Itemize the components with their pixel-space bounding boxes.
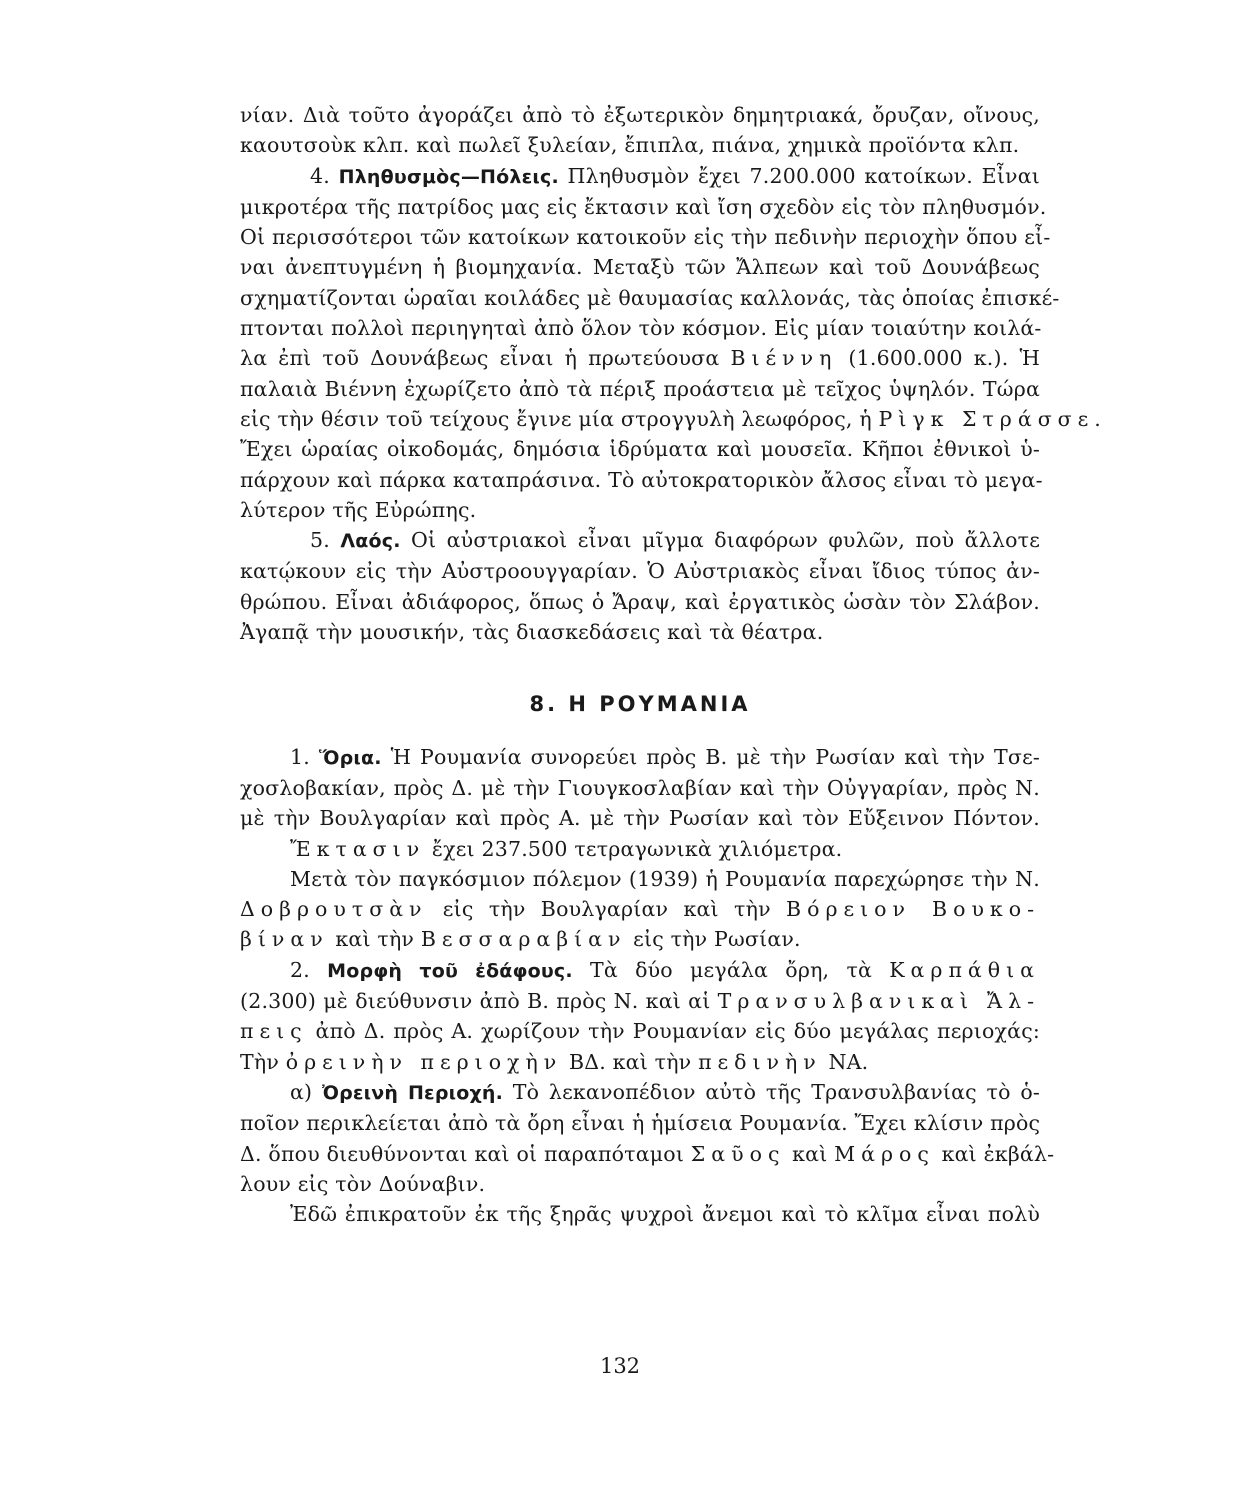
text-line: λουν εἰς τὸν Δούναβιν. — [240, 1171, 486, 1196]
text-line — [240, 986, 1040, 1016]
spaced-term: ὀρεινὴν περιοχὴν — [285, 1049, 563, 1074]
text-line — [240, 924, 1040, 954]
text-line: μὲ τὴν Βουλγαρίαν καὶ πρὸς Α. μὲ τὴν Ρωσίαν καὶ τὸν Εὔξεινον Πόντον. — [240, 806, 1040, 831]
section-heading: Ὅρια. — [318, 746, 382, 769]
subsection-2-first-line — [240, 955, 1040, 986]
text-line — [240, 1016, 1040, 1046]
section-number: 4. — [310, 163, 330, 188]
text-line — [240, 834, 1040, 864]
text-line — [240, 343, 1040, 373]
text-line: Ἐδῶ ἐπικρατοῦν ἐκ τῆς ξηρᾶς ψυχροὶ ἄνεμοι καὶ τὸ κλῖμα εἶναι πολὺ — [290, 1202, 1040, 1227]
text-run: εἰς τὴν Ρωσίαν. — [633, 927, 801, 952]
spaced-term: πεδινὴν — [698, 1049, 822, 1074]
text-line: λύτερον τῆς Εὐρώπης. — [240, 497, 477, 522]
spaced-name: Δοβρουτσὰν — [240, 897, 428, 922]
text-run: λα ἐπὶ τοῦ Δουνάβεως εἶναι ἡ πρωτεύουσα — [240, 346, 720, 371]
spaced-name: Ρὶγκ Στράσσε. — [878, 406, 1107, 431]
text-line: καουτσοὺκ κλπ. καὶ πωλεῖ ξυλείαν, ἔπιπλα, πιάνα, χημικὰ προϊόντα κλπ. — [240, 133, 1020, 158]
text-line: παλαιὰ Βιέννη ἐχωρίζετο ἀπὸ τὰ πέριξ προάστεια μὲ τεῖχος ὑψηλόν. Τώρα — [240, 376, 1040, 401]
spaced-name: βίναν — [240, 927, 329, 952]
spaced-name: Τρανσυλβανικαὶ Ἄλ- — [717, 989, 1040, 1014]
page-number: 132 — [599, 1354, 641, 1378]
section-heading: Πληθυσμὸς—Πόλεις. — [338, 165, 559, 188]
text-line: ναι ἀνεπτυγμένη ἡ βιομηχανία. Μεταξὺ τῶν Ἄλπεων καὶ τοῦ Δουνάβεως — [240, 255, 1040, 280]
text-run: Τὰ δύο μεγάλα ὄρη, τὰ — [589, 957, 873, 982]
text-run: ἀπὸ Δ. πρὸς Α. χωρίζουν τὴν Ρουμανίαν εἰς δύο μεγάλας περιοχάς: — [315, 1019, 1040, 1044]
text-run: (2.300) μὲ διεύθυνσιν ἀπὸ Β. πρὸς Ν. καὶ αἱ — [240, 989, 711, 1014]
subsection-a-first-line — [240, 1077, 1040, 1108]
spaced-name: Σαῦος — [690, 1141, 786, 1166]
text-run: καὶ — [792, 1141, 828, 1166]
text-line: μικροτέρα τῆς πατρίδος μας εἰς ἔκτασιν καὶ ἴση σχεδὸν εἰς τὸν πληθυσμόν. — [240, 194, 1047, 219]
text-line: χοσλοβακίαν, πρὸς Δ. μὲ τὴν Γιουγκοσλαβίαν καὶ τὴν Οὐγγαρίαν, πρὸς Ν. — [240, 775, 1040, 800]
text-run: ΒΔ. καὶ τὴν — [568, 1049, 692, 1074]
section-heading: Ὀρεινὴ Περιοχή. — [321, 1081, 504, 1104]
text-run: Πληθυσμὸν ἔχει 7.200.000 κατοίκων. Εἶναι — [567, 163, 1040, 188]
text-run: καὶ ἐκβάλ- — [941, 1141, 1055, 1166]
text-line: ποῖον περικλείεται ἀπὸ τὰ ὄρη εἶναι ἡ ἡμίσεια Ρουμανία. Ἔχει κλίσιν πρὸς — [240, 1111, 1041, 1136]
page-body — [240, 100, 1107, 1229]
text-line: θρώπου. Εἶναι ἀδιάφορος, ὅπως ὁ Ἄραψ, καὶ ἐργατικὸς ὡσὰν τὸν Σλάβον. — [240, 589, 1040, 614]
text-line — [240, 1139, 1055, 1169]
spaced-name: Καρπάθια — [889, 957, 1040, 982]
spaced-name: πεις — [240, 1019, 308, 1044]
section-number: 5. — [310, 528, 330, 553]
spaced-name: Βεσσαραβίαν — [420, 927, 627, 952]
text-run: εἰς τὴν θέσιν τοῦ τείχους ἔγινε μία στρογγυλὴ λεωφόρος, ἡ — [240, 406, 872, 431]
text-run: Δ. ὅπου διευθύνονται καὶ οἱ παραπόταμοι — [240, 1141, 685, 1166]
section-heading: Λαός. — [340, 530, 401, 553]
text-line: πάρχουν καὶ πάρκα καταπράσινα. Τὸ αὐτοκρατορικὸν ἄλσος εἶναι τὸ μεγα- — [240, 467, 1043, 492]
text-line: σχηματίζονται ὡραῖαι κοιλάδες μὲ θαυμασίας καλλονάς, τὰς ὁποίας ἐπισκέ- — [240, 285, 1060, 310]
text-line: Οἱ περισσότεροι τῶν κατοίκων κατοικοῦν εἰς τὴν πεδινὴν περιοχὴν ὅπου εἶ- — [240, 225, 1051, 250]
section-5-first-line — [240, 525, 1040, 556]
text-line: πτονται πολλοὶ περιηγηταὶ ἀπὸ ὅλον τὸν κόσμον. Εἰς μίαν τοιαύτην κοιλά- — [240, 316, 1042, 341]
text-run: Τὸ λεκανοπέδιον αὐτὸ τῆς Τρανσυλβανίας τὸ ὁ- — [512, 1079, 1040, 1104]
spaced-term: Ἔκτασιν — [290, 836, 426, 861]
text-line — [240, 894, 1040, 924]
section-4-first-line — [240, 161, 1040, 192]
text-line — [240, 404, 1107, 434]
subsection-1-first-line — [240, 742, 1040, 773]
spaced-name: Μάρος — [834, 1141, 935, 1166]
section-number: α) — [290, 1079, 313, 1104]
text-line: Ἀγαπᾷ τὴν μουσικήν, τὰς διασκεδάσεις καὶ τὰ θέατρα. — [240, 620, 824, 645]
text-run: ἔχει 237.500 τετραγωνικὰ χιλιόμετρα. — [431, 836, 843, 861]
text-line: νίαν. Διὰ τοῦτο ἀγοράζει ἀπὸ τὸ ἐξωτερικὸν δημητριακά, ὄρυζαν, οἴνους, — [240, 103, 1040, 127]
chapter-title: 8. Η ΡΟΥΜΑΝΙΑ — [529, 692, 751, 717]
section-number: 1. — [290, 744, 310, 769]
section-number: 2. — [290, 957, 310, 982]
text-run: εἰς τὴν Βουλγαρίαν καὶ τὴν — [442, 897, 771, 922]
spaced-name: Βόρειον Βουκο- — [786, 897, 1040, 922]
spaced-name: Βιέννη — [730, 346, 838, 371]
text-run: Τὴν — [240, 1049, 280, 1074]
text-line: κατῴκουν εἰς τὴν Αὐστροουγγαρίαν. Ὁ Αὐστριακὸς εἶναι ἴδιος τύπος ἀν- — [240, 559, 1040, 584]
text-run: Ἡ Ρουμανία συνορεύει πρὸς Β. μὲ τὴν Ρωσίαν καὶ τὴν Τσε- — [390, 744, 1041, 769]
text-line: Ἔχει ὡραίας οἰκοδομάς, δημόσια ἱδρύματα καὶ μουσεῖα. Κῆποι ἐθνικοὶ ὑ- — [240, 437, 1040, 462]
text-line: Μετὰ τὸν παγκόσμιον πόλεμον (1939) ἡ Ρουμανία παρεχώρησε τὴν Ν. — [290, 866, 1040, 891]
text-line — [240, 1047, 1040, 1077]
text-run: καὶ τὴν — [335, 927, 415, 952]
text-run: ΝΑ. — [828, 1049, 869, 1074]
section-heading: Μορφὴ τοῦ ἐδάφους. — [327, 959, 573, 982]
text-run: Οἱ αὐστριακοὶ εἶναι μῖγμα διαφόρων φυλῶν, ποὺ ἄλλοτε — [411, 528, 1041, 553]
text-run: (1.600.000 κ.). Ἡ — [848, 346, 1040, 371]
